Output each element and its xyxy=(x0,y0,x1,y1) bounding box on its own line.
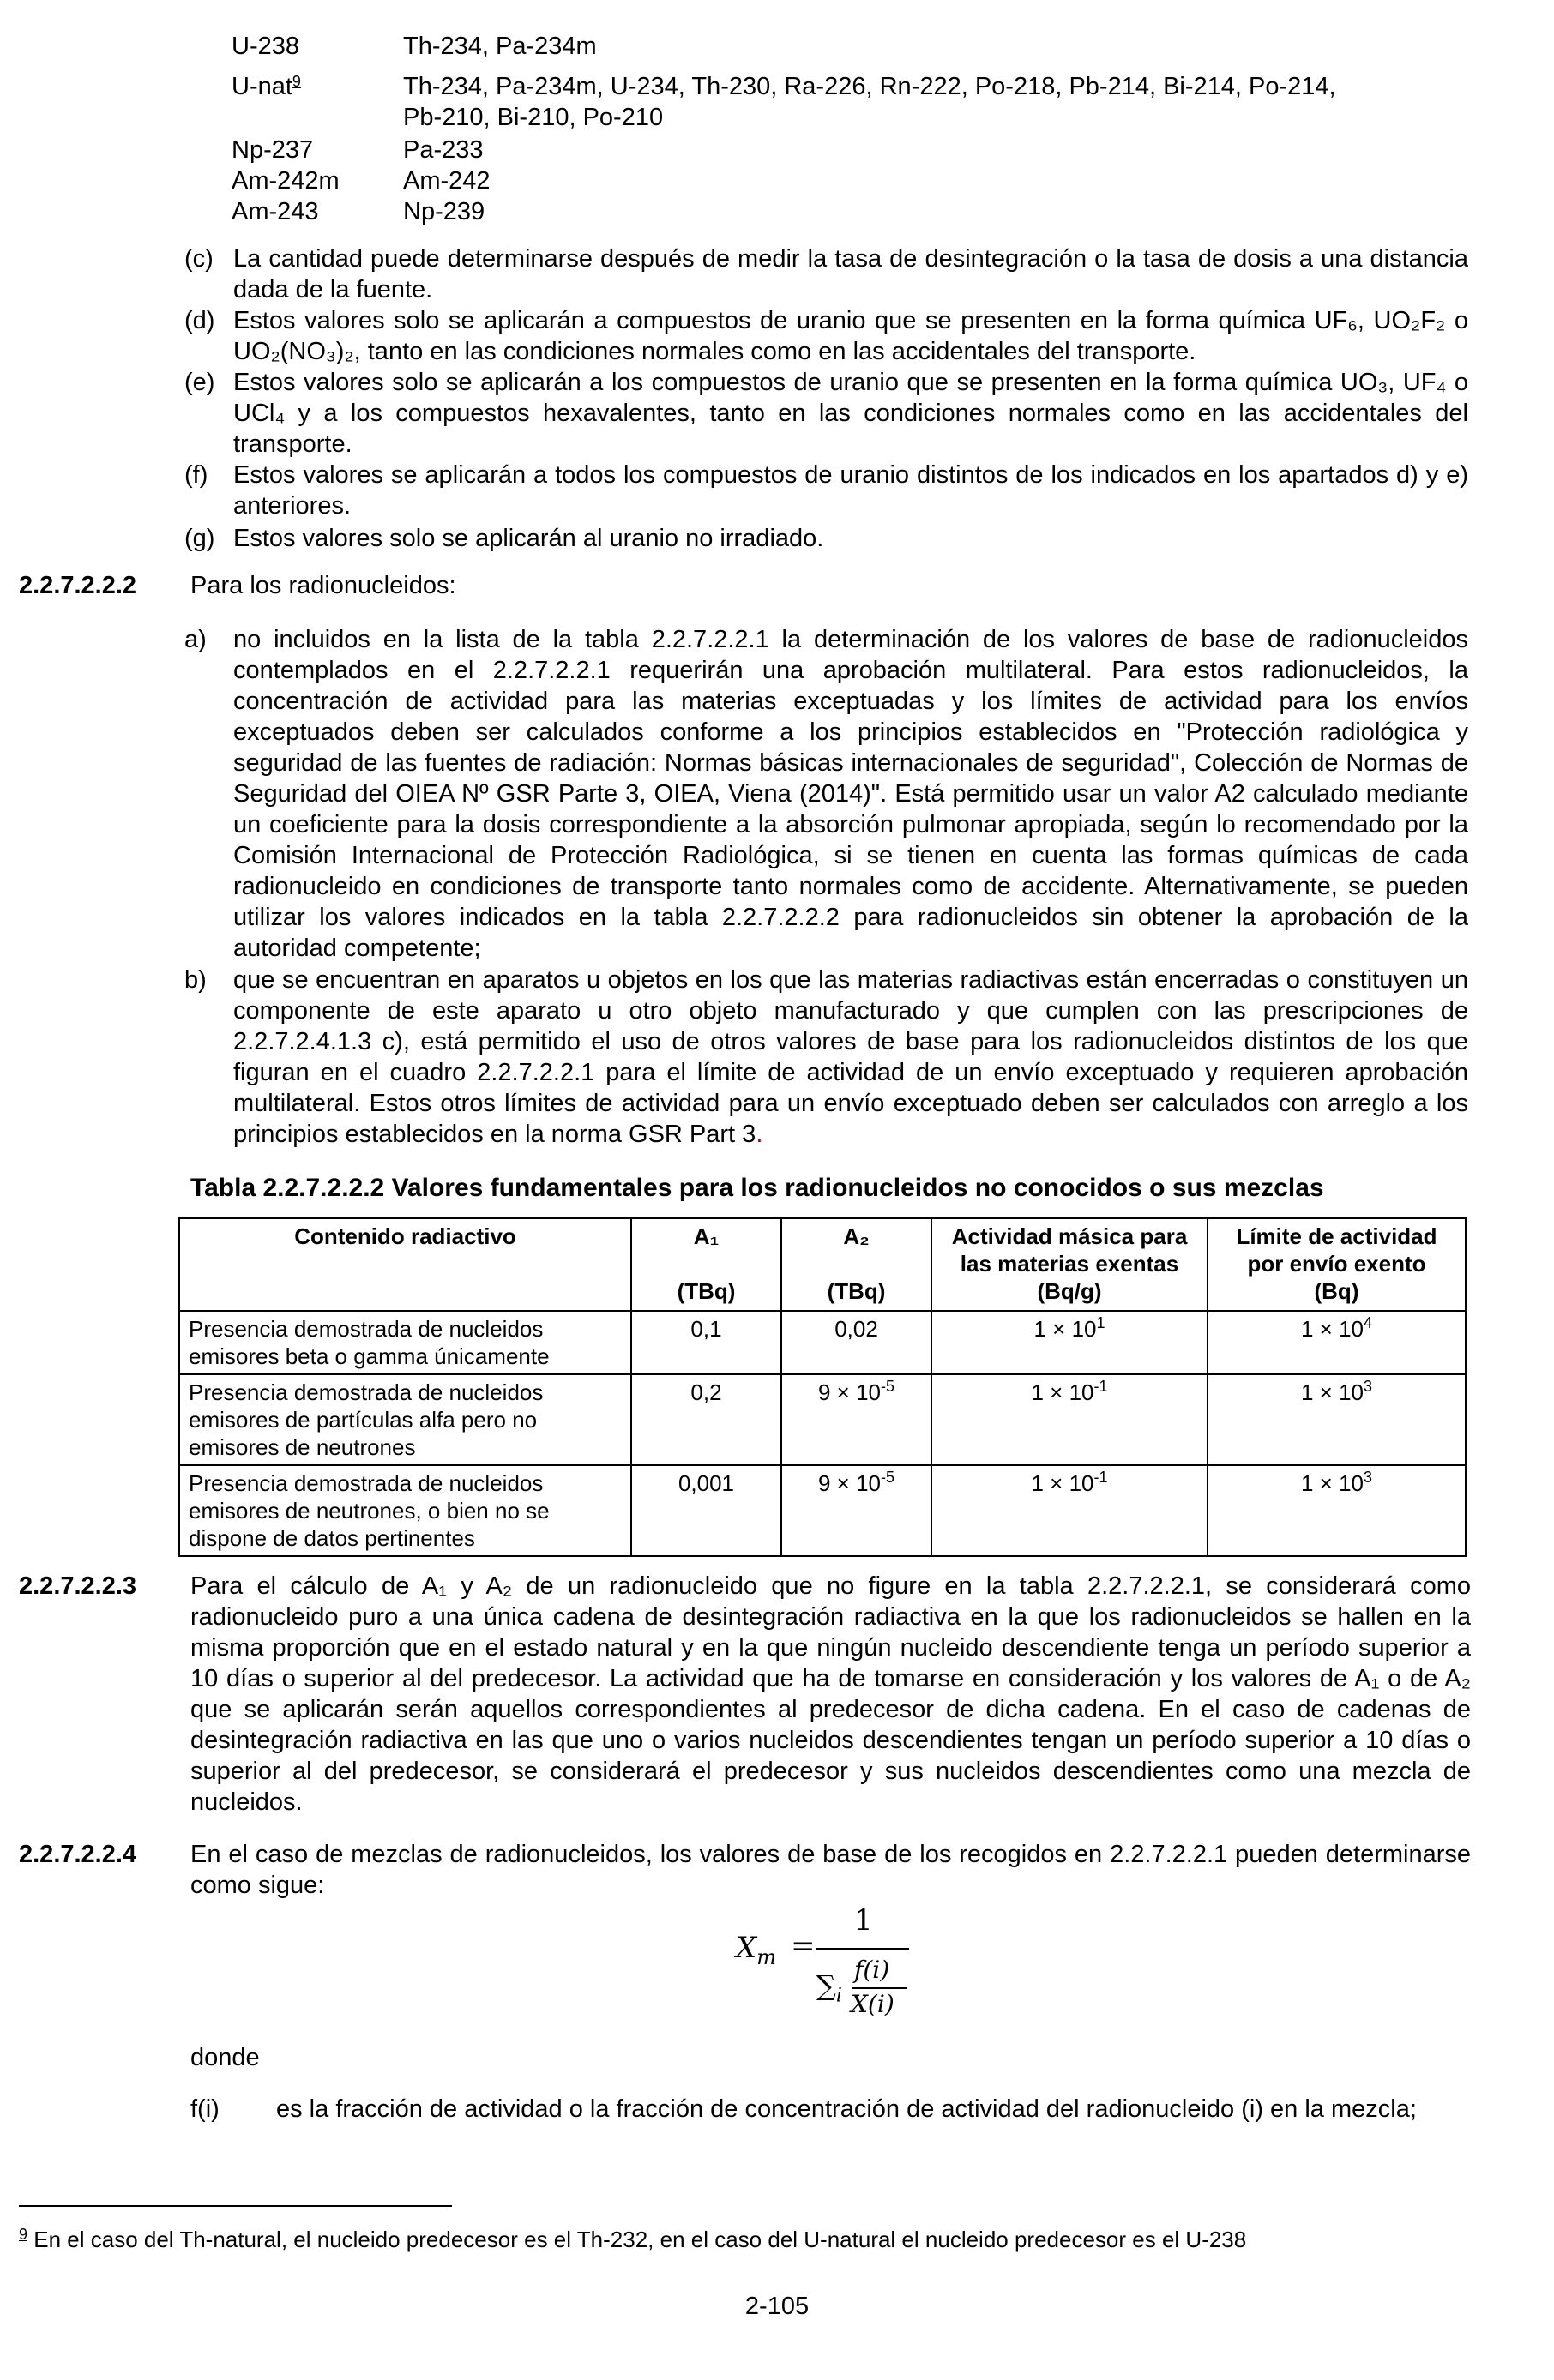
formula-sum-index: i xyxy=(835,1985,842,2007)
revision-mark: . xyxy=(756,1121,763,1148)
list-item-label: a) xyxy=(184,626,207,653)
table-cell: 0,2 xyxy=(631,1374,781,1465)
formula-lhs-subscript: m xyxy=(756,1944,776,1969)
cell-exponent: -1 xyxy=(1093,1469,1108,1486)
nuclide-daughters: Th-234, Pa-234m, U-234, Th-230, Ra-226, Rn-222, Po-218, Pb-214, Bi-214, Po-214, xyxy=(403,73,1336,100)
nuclide-name-text: U-nat xyxy=(232,73,292,100)
footnote-rule xyxy=(19,2205,452,2207)
nuclide-daughters: Am-242 xyxy=(403,167,491,195)
cell-exponent: 3 xyxy=(1364,1469,1373,1486)
definition-symbol: f(i) xyxy=(190,2095,220,2123)
column-header xyxy=(179,1218,631,1311)
table-cell xyxy=(781,1311,931,1374)
nuclide-daughters: Pa-233 xyxy=(403,136,484,164)
column-header-text: A₂ xyxy=(843,1223,870,1249)
section-number: 2.2.7.2.2.2 xyxy=(19,572,137,599)
cell-value: 1 × 10 xyxy=(1300,1470,1364,1496)
section-text: Para el cálculo de A₁ y A₂ de un radionucleido que no figure en la tabla 2.2.7.2.2.1, se considerará como radionucleido puro a una única cadena de desintegración radiactiva en la que los radionucleidos se hallen en la misma proporción que en el estado natural y en la que ningún nucleido descendiente tenga un período superior a 10 días o superior al del predecesor. La actividad que ha de tomarse en consideración y los valores de A₁ o de A₂ que se aplicarán serán aquellos correspondientes al predecesor de dicha cadena. En el caso de cadenas de desintegración radiactiva en las que uno o varios nucleidos descendientes tengan un período superior a 10 días o superior al del predecesor, se considerará el predecesor y sus nucleidos descendientes como una mezcla de nucleidos. xyxy=(190,1572,1471,1816)
column-header-unit: (TBq) xyxy=(827,1278,886,1304)
values-table xyxy=(178,1217,1467,1557)
footnote xyxy=(19,2224,1246,2255)
table-cell xyxy=(931,1465,1208,1556)
table-cell: Presencia demostrada de nucleidos emisores de neutrones, o bien no se dispone de datos pertinentes xyxy=(179,1465,631,1556)
formula-fraction-bar xyxy=(816,1948,909,1950)
note-text: Estos valores se aplicarán a todos los compuestos de uranio distintos de los indicados en los apartados d) y e) anteriores. xyxy=(233,461,1468,520)
nuclide-name: U-238 xyxy=(232,33,299,60)
cell-value: 9 × 10 xyxy=(817,1379,881,1405)
nuclide-daughters: Pb-210, Bi-210, Po-210 xyxy=(403,104,664,131)
column-header-unit: (Bq/g) xyxy=(1037,1278,1102,1304)
table-cell xyxy=(1208,1465,1466,1556)
note-label: (f) xyxy=(184,461,208,489)
formula-inner-denominator: X(i) xyxy=(851,1990,894,2018)
formula-equals: = xyxy=(791,1929,816,1963)
cell-exponent: 4 xyxy=(1364,1314,1373,1331)
nuclide-name xyxy=(232,71,403,102)
cell-value: 1 × 10 xyxy=(1033,1316,1097,1342)
nuclide-name: Am-243 xyxy=(232,198,319,225)
cell-value: 1 × 10 xyxy=(1300,1379,1364,1405)
section-number: 2.2.7.2.2.3 xyxy=(19,1572,137,1600)
page-number: 2-105 xyxy=(744,2293,810,2320)
table-cell xyxy=(931,1374,1208,1465)
table-cell xyxy=(781,1374,931,1465)
cell-exponent: -1 xyxy=(1093,1378,1108,1395)
note-label: (g) xyxy=(184,525,215,552)
cell-exponent: -5 xyxy=(881,1469,895,1486)
section-text: En el caso de mezclas de radionucleidos, los valores de base de los recogidos en 2.2.7.2.2.1 pueden determinarse como sigue: xyxy=(190,1841,1471,1899)
note-text: Estos valores solo se aplicarán a compuestos de uranio que se presenten en la forma química UF₆, UO₂F₂ o UO₂(NO₃)₂, tanto en las condiciones normales como en las accidentales del transporte. xyxy=(233,307,1468,365)
table-cell xyxy=(1208,1374,1466,1465)
formula-numerator: 1 xyxy=(854,1903,873,1938)
footnote-mark: 9 xyxy=(19,2226,28,2243)
section-number: 2.2.7.2.2.4 xyxy=(19,1841,137,1868)
formula-sum xyxy=(816,1970,842,2011)
column-header xyxy=(781,1218,931,1311)
cell-value: 0,02 xyxy=(834,1316,878,1342)
where-label: donde xyxy=(190,2044,260,2071)
column-header-text: Límite de actividad por envío exento xyxy=(1236,1223,1437,1277)
table-cell: Presencia demostrada de nucleidos emisores beta o gamma únicamente xyxy=(179,1311,631,1374)
table-row xyxy=(179,1374,1466,1465)
column-header-text: Actividad másica para las materias exentas xyxy=(951,1223,1188,1277)
cell-exponent: 1 xyxy=(1096,1314,1105,1331)
formula-sum-symbol: ∑ xyxy=(816,1969,836,2002)
formula-inner-numerator: f(i) xyxy=(854,1956,890,1984)
table-title: Tabla 2.2.7.2.2.2 Valores fundamentales para los radionucleidos no conocidos o sus mezclas xyxy=(190,1174,1324,1202)
nuclide-daughters: Np-239 xyxy=(403,198,485,225)
list-item-text-body: que se encuentran en aparatos u objetos en los que las materias radiactivas están encerradas o constituyen un componente de este aparato u otro objeto manufacturado y que cumplen con las prescripciones de 2.2.7.2.4.1.3 c), está permitido el uso de otros valores de base para los radionucleidos distintos de los que figuran en el cuadro 2.2.7.2.2.1 para el límite de actividad de un envío exceptuado y requieren aprobación multilateral. Estos otros límites de actividad para un envío exceptuado deben ser calculados con arreglo a los principios establecidos en la norma GSR Part 3 xyxy=(233,966,1468,1148)
cell-value: 1 × 10 xyxy=(1031,1379,1094,1405)
cell-value: 1 × 10 xyxy=(1031,1470,1094,1496)
column-header-text: Contenido radiactivo xyxy=(294,1223,516,1249)
note-text: La cantidad puede determinarse después de medir la tasa de desintegración o la tasa de dosis a una distancia dada de la fuente. xyxy=(233,245,1468,304)
list-item-label: b) xyxy=(184,966,207,994)
column-header-unit: (Bq) xyxy=(1314,1278,1359,1304)
section-intro: Para los radionucleidos: xyxy=(190,572,456,599)
formula-lhs xyxy=(736,1932,776,1973)
table-cell xyxy=(931,1311,1208,1374)
cell-exponent: 3 xyxy=(1364,1378,1373,1395)
nuclide-name: Np-237 xyxy=(232,136,314,164)
nuclide-daughters: Th-234, Pa-234m xyxy=(403,33,597,60)
note-text: Estos valores solo se aplicarán al uranio no irradiado. xyxy=(233,525,824,552)
table-cell: 0,001 xyxy=(631,1465,781,1556)
formula-lhs-symbol: X xyxy=(736,1931,757,1965)
cell-value: 1 × 10 xyxy=(1300,1316,1364,1342)
list-item-text xyxy=(233,965,1468,1150)
definition-text: es la fracción de actividad o la fracción de concentración de actividad del radionucleido (i) en la mezcla; xyxy=(276,2095,1417,2123)
table-header-row xyxy=(179,1218,1466,1311)
cell-value: 9 × 10 xyxy=(817,1470,881,1496)
table-row xyxy=(179,1311,1466,1374)
footnote-text: En el caso del Th-natural, el nucleido predecesor es el Th-232, en el caso del U-natural el nucleido predecesor es el U-238 xyxy=(33,2227,1247,2252)
table-cell: Presencia demostrada de nucleidos emisores de partículas alfa pero no emisores de neutrones xyxy=(179,1374,631,1465)
table-cell xyxy=(1208,1311,1466,1374)
note-label: (d) xyxy=(184,307,215,334)
list-item-text: no incluidos en la lista de la tabla 2.2.7.2.2.1 la determinación de los valores de base de radionucleidos contemplados en el 2.2.7.2.2.1 requerirán una aprobación multilateral. Para estos radionucleidos, la concentración de actividad para las materias exceptuadas y los límites de actividad para los envíos exceptuados deben ser calculados conforme a los principios establecidos en "Protección radiológica y seguridad de las fuentes de radiación: Normas básicas internacionales de seguridad", Colección de Normas de Seguridad del OIEA Nº GSR Parte 3, OIEA, Viena (2014)". Está permitido usar un valor A2 calculado mediante un coeficiente para la dosis correspondiente a la absorción pulmonar apropiada, según lo recomendado por la Comisión Internacional de Protección Radiológica, si se tienen en cuenta las formas químicas de cada radionucleido en condiciones de transporte tanto normales como de accidente. Alternativamente, se pueden utilizar los valores indicados en la tabla 2.2.7.2.2.2 para radionucleidos sin obtener la aprobación de la autoridad competente; xyxy=(233,626,1468,962)
nuclide-name: Am-242m xyxy=(232,167,340,195)
footnote-ref[interactable]: 9 xyxy=(292,73,301,90)
table-cell xyxy=(781,1465,931,1556)
table-row xyxy=(179,1465,1466,1556)
cell-exponent: -5 xyxy=(881,1378,895,1395)
column-header xyxy=(931,1218,1208,1311)
table-cell: 0,1 xyxy=(631,1311,781,1374)
note-label: (c) xyxy=(184,245,214,273)
note-text: Estos valores solo se aplicarán a los compuestos de uranio que se presenten en la forma química UO₃, UF₄ o UCl₄ y a los compuestos hexavalentes, tanto en las condiciones normales como en las accidentales del transporte. xyxy=(233,369,1468,458)
note-label: (e) xyxy=(184,369,215,396)
column-header xyxy=(1208,1218,1466,1311)
column-header-unit: (TBq) xyxy=(677,1278,736,1304)
column-header-text: A₁ xyxy=(693,1223,720,1249)
column-header xyxy=(631,1218,781,1311)
